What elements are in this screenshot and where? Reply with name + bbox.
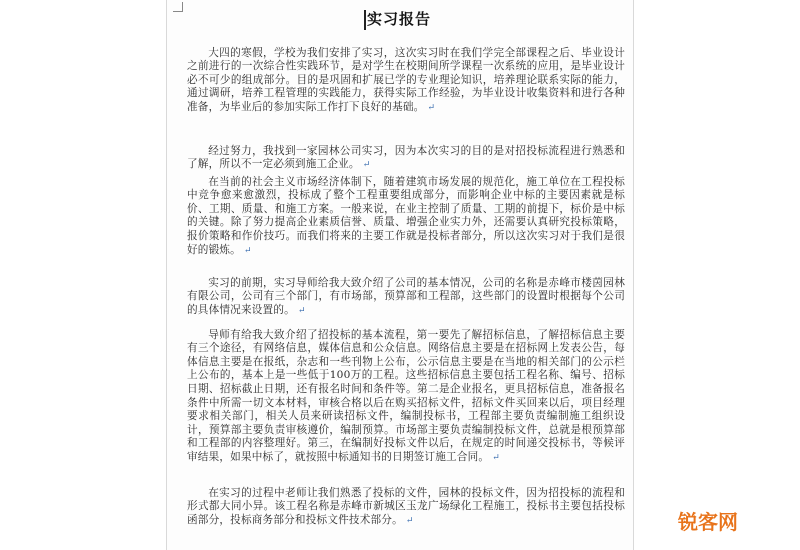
page-corner-mark-icon bbox=[173, 2, 183, 12]
paragraph-intro: 大四的寒假，学校为我们安排了实习，这次实习时在我们学完全部课程之后、毕业设计之前进行的一次综合性实践环节，是对学生在校期间所学课程一次系统的应用，是毕业设计必不可少的组成部分。目的是巩固和扩展已学的专业理论知识，培养理论联系实际的能力，通过调研，培养工程管理的实践能力，获得实际工作经验，为毕业设计收集资料和进行各种准备，为毕业后的参加实际工作打下良好的基础。 ↵ bbox=[187, 47, 625, 116]
left-margin-area bbox=[0, 0, 166, 550]
site-watermark: 锐客网 bbox=[678, 510, 738, 534]
document-title: 实习报告 bbox=[367, 10, 432, 28]
text-cursor bbox=[364, 10, 366, 30]
paragraph-market: 在当前的社会主义市场经济体制下，随着建筑市场发展的规范化，施工单位在工程投标中竞争愈来愈激烈，投标成了整个工程重要组成部分，而影响企业中标的主要因素就是标价、工期、质量、和施工方案。一般来说，在业主控制了质量、工期的前提下，标价是中标的关键。除了努力提高企业素质信誉、质量、增强企业实力外，还需要认真研究投标策略，报价策略和作价技巧。而我们将来的主要工作就是投标者部分，所以这次实习对于我们是很好的锻炼。 ↵ bbox=[187, 176, 625, 259]
paragraph-bid-documents: 在实习的过程中老师让我们熟悉了投标的文件，园林的投标文件，因为招投标的流程和形式都大同小异。该工程名称是赤峰市新城区玉龙广场绿化工程施工，投标书主要包括投标函部分，投标商务部分和投标文件技术部分。 ↵ bbox=[187, 487, 625, 529]
document-page[interactable] bbox=[166, 0, 634, 550]
paragraph-bidding-process: 导师有给我大致介绍了招投标的基本流程，第一要先了解招标信息，了解招标信息主要有三个途径，有网络信息，媒体信息和公众信息。网络信息主要是在招标网上发表公告，每体信息主要是在报纸，杂志和一些刊物上公布，公示信息主要是在当地的相关部门的公示栏上公布的，基本上是一些低于100万的工程。这些招标信息主要包括工程名称、编号、招标日期、招标截止日期，还有报名时间和条件等。第二是企业报名，更具招标信息，准备报名条件中所需一切文本材料，审核合格以后在购买招标文件，招标文件买回来以后，项目经理要求相关部门，相关人员来研读招标文件，编制投标书，工程部主要负责编制施工组织设计，预算部主要负责审核遵价，编制预算。市场部主要负责编制投标文件，总就是根预算部和工程部的内容整理好。第三，在编制好投标文件以后，在规定的时间递交投标书，等候评审结果，如果中标了，就按照中标通知书的日期签订施工合同。 ↵ bbox=[187, 329, 625, 466]
paragraph-company: 经过努力，我找到一家园林公司实习，因为本次实习的目的是对招投标流程进行熟悉和了解，所以不一定必须到施工企业。 ↵ bbox=[187, 145, 625, 173]
paragraph-early-phase: 实习的前期，实习导师给我大致介绍了公司的基本情况，公司的名称是赤峰市楼茵园林有限公司，公司有三个部门，有市场部，预算部和工程部，这些部门的设置时根据每个公司的具体情况来设置的。 ↵ bbox=[187, 277, 625, 319]
right-margin-area bbox=[634, 0, 800, 550]
